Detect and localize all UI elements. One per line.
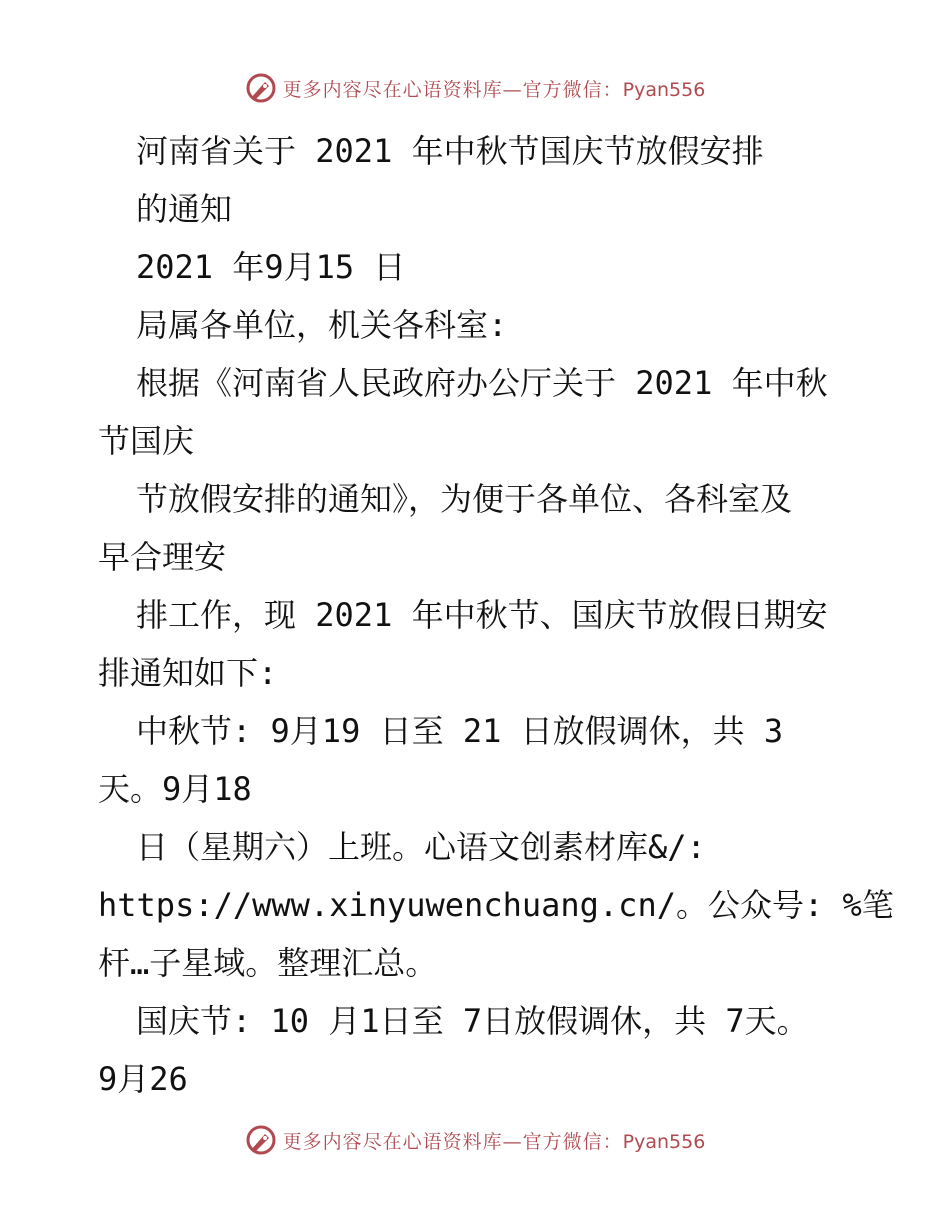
document-body [98,122,894,1108]
header-banner [0,72,950,104]
banner-label: 更多内容尽在心语资料库—官方微信： [282,1130,623,1153]
text-line: 根据《河南省人民政府办公厅关于 2021 年中秋 [136,364,828,402]
text-line: 河南省关于 2021 年中秋节国庆节放假安排 [136,132,764,170]
text-line: 排工作，现 2021 年中秋节、国庆节放假日期安 [136,596,828,634]
text-line: 的通知 [136,190,233,228]
banner-wechat-handle: Pyan556 [622,78,706,101]
footer-banner-text [283,1127,706,1154]
text-line: 国庆节: 10 月1日至 7日放假调休，共 7天。 [136,1002,809,1040]
banner-wechat-handle: Pyan556 [622,1130,706,1153]
text-line: 日（星期六）上班。心语文创素材库&/: [136,828,706,866]
text-line: 节国庆 [98,422,195,460]
footer-banner [0,1124,950,1156]
header-banner-text [283,75,706,102]
text-line: 排通知如下: [98,654,278,692]
pen-nib-logo-icon [245,72,277,104]
text-line: 2021 年9月15 日 [136,248,406,286]
text-line: 天。9月18 [98,770,252,808]
pen-nib-logo-icon [245,1124,277,1156]
text-line: 节放假安排的通知》，为便于各单位、各科室及 [136,480,793,518]
text-line: 9月26 [98,1060,188,1098]
text-line: https://www.xinyuwenchuang.cn/。公众号: %笔 [98,886,894,924]
text-line: 早合理安 [98,538,227,576]
text-line: 杆…子星域。整理汇总。 [98,944,438,982]
banner-label: 更多内容尽在心语资料库—官方微信： [282,78,623,101]
text-line: 中秋节: 9月19 日至 21 日放假调休，共 3 [136,712,784,750]
text-line: 局属各单位，机关各科室: [136,306,508,344]
